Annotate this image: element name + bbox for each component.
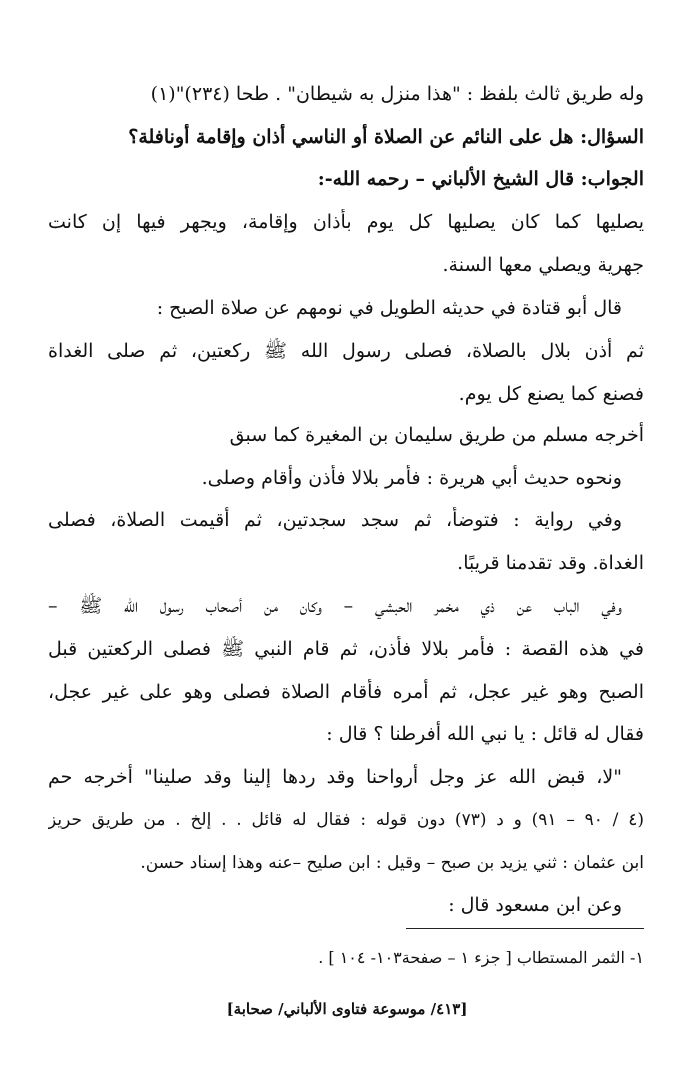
text-line: الصبح وهو غير عجل، ثم أمره فأقام الصلاة فصلى وهو على غير عجل، xyxy=(48,681,644,703)
answer-heading: الجواب: قال الشيخ الألباني – رحمه الله-: xyxy=(317,168,644,190)
text-line: ثم أذن بلال بالصلاة، فصلى رسول الله ﷺ ركعتين، ثم صلى الغداة xyxy=(48,340,644,362)
text-line: (٤ / ٩٠ – ٩١) و د (٧٣) دون قوله : فقال له قائل . . إلخ . من طريق حريز xyxy=(48,810,644,830)
footnote: ١- الثمر المستطاب [ جزء ١ – صفحة١٠٣- ١٠٤ ] . xyxy=(318,948,644,967)
text-line: فقال له قائل : يا نبي الله أفرطنا ؟ قال : xyxy=(326,723,644,745)
text-line: يصليها كما كان يصليها كل يوم بأذان وإقامة، ويجهر فيها إن كانت xyxy=(48,211,644,233)
text-line: أخرجه مسلم من طريق سليمان بن المغيرة كما سبق xyxy=(229,424,644,446)
hadith-quote: "لا، قبض الله عز وجل أرواحنا وقد ردها إلينا وقد صلينا" أخرجه حم xyxy=(48,766,622,788)
text-line: جهرية ويصلي معها السنة. xyxy=(442,254,644,276)
text-line: فصنع كما يصنع كل يوم. xyxy=(458,383,644,405)
text-line: ونحوه حديث أبي هريرة : فأمر بلالا فأذن وأقام وصلى. xyxy=(201,467,622,489)
text-line: وعن ابن مسعود قال : xyxy=(448,894,622,916)
text-line: وله طريق ثالث بلفظ : "هذا منزل به شيطان" . طحا (٢٣٤)"(١) xyxy=(150,83,644,105)
text-line: في هذه القصة : فأمر بلالا فأذن، ثم قام النبي ﷺ فصلى الركعتين قبل xyxy=(48,638,644,660)
text-line: قال أبو قتادة في حديثه الطويل في نومهم عن صلاة الصبح : xyxy=(156,297,622,319)
footnote-separator xyxy=(406,928,644,929)
text-line: الغداة. وقد تقدمنا قريبًا. xyxy=(457,552,644,574)
text-line: وفي رواية : فتوضأ، ثم سجد سجدتين، ثم أقيمت الصلاة، فصلى xyxy=(48,509,622,531)
text-line: ابن عثمان : ثني يزيد بن صبح – وقيل : ابن صليح –عنه وهذا إسناد حسن. xyxy=(140,853,644,873)
text-line: وفي الباب عن ذي مخمر الحبشي – وكان من أصحاب رسول الله ﷺ – xyxy=(48,595,622,617)
page-footer: [٤١٣/ موسوعة فتاوى الألباني/ صحابة] xyxy=(226,1000,468,1018)
question-heading: السؤال: هل على النائم عن الصلاة أو الناسي أذان وإقامة أونافلة؟ xyxy=(128,126,644,148)
